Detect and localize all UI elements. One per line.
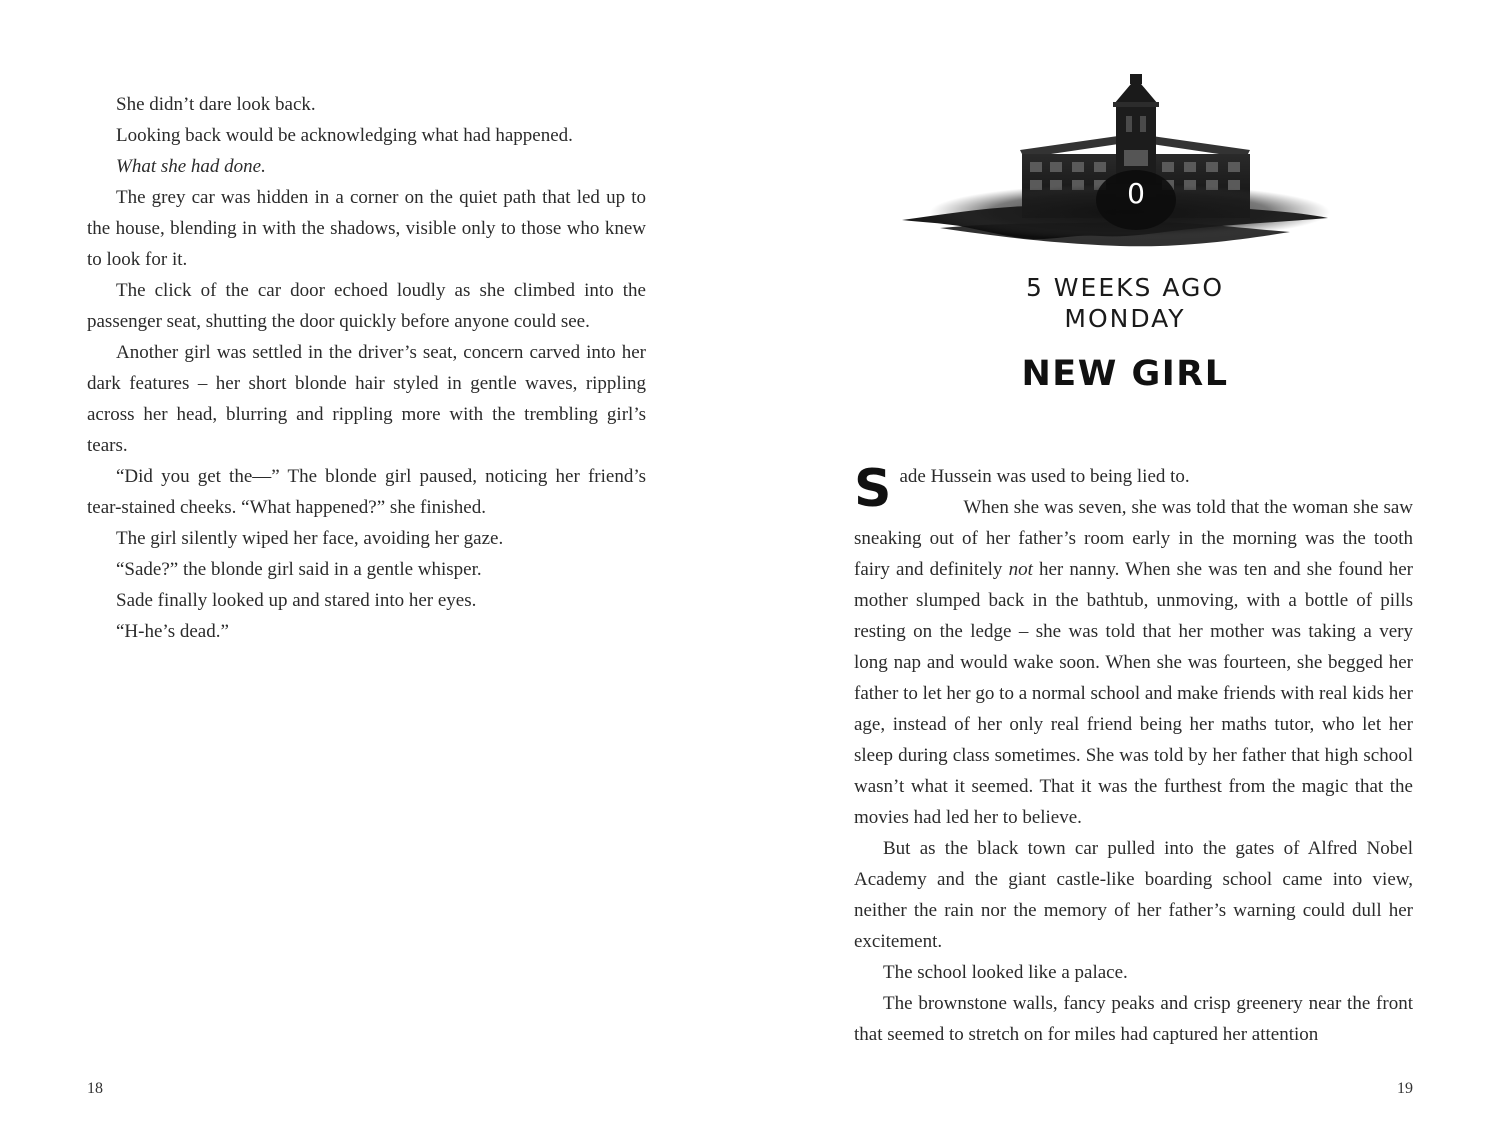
paragraph: “Sade?” the blonde girl said in a gentle whisper. — [116, 559, 482, 580]
paragraph — [854, 492, 1413, 833]
paragraph: The brownstone walls, fancy peaks and crisp greenery near the front that seemed to stretch on for miles had captured her attention — [854, 993, 1413, 1045]
chapter-time-line-1: 5 WEEKS AGO — [1025, 273, 1225, 302]
paragraph: The school looked like a palace. — [883, 962, 1128, 983]
opening-paragraph — [854, 459, 1413, 519]
left-page-text — [87, 89, 646, 647]
paragraph: Looking back would be acknowledging what had happened. — [116, 125, 573, 146]
paragraph-text: When she was seven, she was told that the woman she saw sneaking out of her father’s room early in the morning was the tooth fairy and definitely — [854, 497, 1413, 580]
paragraph: The girl silently wiped her face, avoiding her gaze. — [116, 528, 504, 549]
page-number: 19 — [1397, 1080, 1413, 1097]
chapter-time-line-2: MONDAY — [1064, 304, 1186, 333]
school-building-icon — [900, 72, 1330, 257]
paragraph: But as the black town car pulled into the gates of Alfred Nobel Academy and the giant castle-like boarding school came into view, neither the rain nor the memory of her father’s warning could dull her excitement. — [854, 838, 1413, 952]
italic-paragraph: What she had done. — [116, 156, 266, 177]
right-page — [750, 0, 1500, 1143]
paragraph: The grey car was hidden in a corner on the quiet path that led up to the house, blending in with the shadows, visible only to those who knew to look for it. — [87, 187, 646, 270]
drop-cap: S — [854, 459, 892, 519]
italic-word: not — [1008, 559, 1033, 580]
chapter-title: NEW GIRL — [1021, 354, 1229, 394]
page-number: 18 — [87, 1080, 103, 1097]
paragraph-text: her nanny. When she was ten and she found her mother slumped back in the bathtub, unmoving, with a bottle of pills resting on the ledge – she was told that her mother was taking a very long nap and would wake soon. When she was fourteen, she begged her father to let her go to a normal school and make friends with real kids her age, instead of her only real friend being her maths tutor, who let her sleep during class sometimes. She was told by her father that high school wasn’t what it seemed. That it was the furthest from the magic that the movies had led her to believe. — [854, 559, 1414, 828]
paragraph: “Did you get the—” The blonde girl paused, noticing her friend’s tear-stained cheeks. “What happened?” she finished. — [87, 466, 646, 518]
right-page-text — [854, 461, 1413, 1050]
paragraph: Another girl was settled in the driver’s seat, concern carved into her dark features – her short blonde hair styled in gentle waves, rippling across her head, blurring and rippling more with the trembling girl’s tears. — [87, 342, 646, 456]
paragraph: Sade finally looked up and stared into her eyes. — [116, 590, 477, 611]
opening-line: ade Hussein was used to being lied to. — [899, 466, 1190, 487]
clock-digit: 0 — [1127, 177, 1145, 210]
paragraph: She didn’t dare look back. — [116, 94, 316, 115]
paragraph: The click of the car door echoed loudly as she climbed into the passenger seat, shutting the door quickly before anyone could see. — [87, 280, 646, 332]
paragraph — [87, 151, 646, 182]
paragraph: “H-he’s dead.” — [116, 621, 229, 642]
